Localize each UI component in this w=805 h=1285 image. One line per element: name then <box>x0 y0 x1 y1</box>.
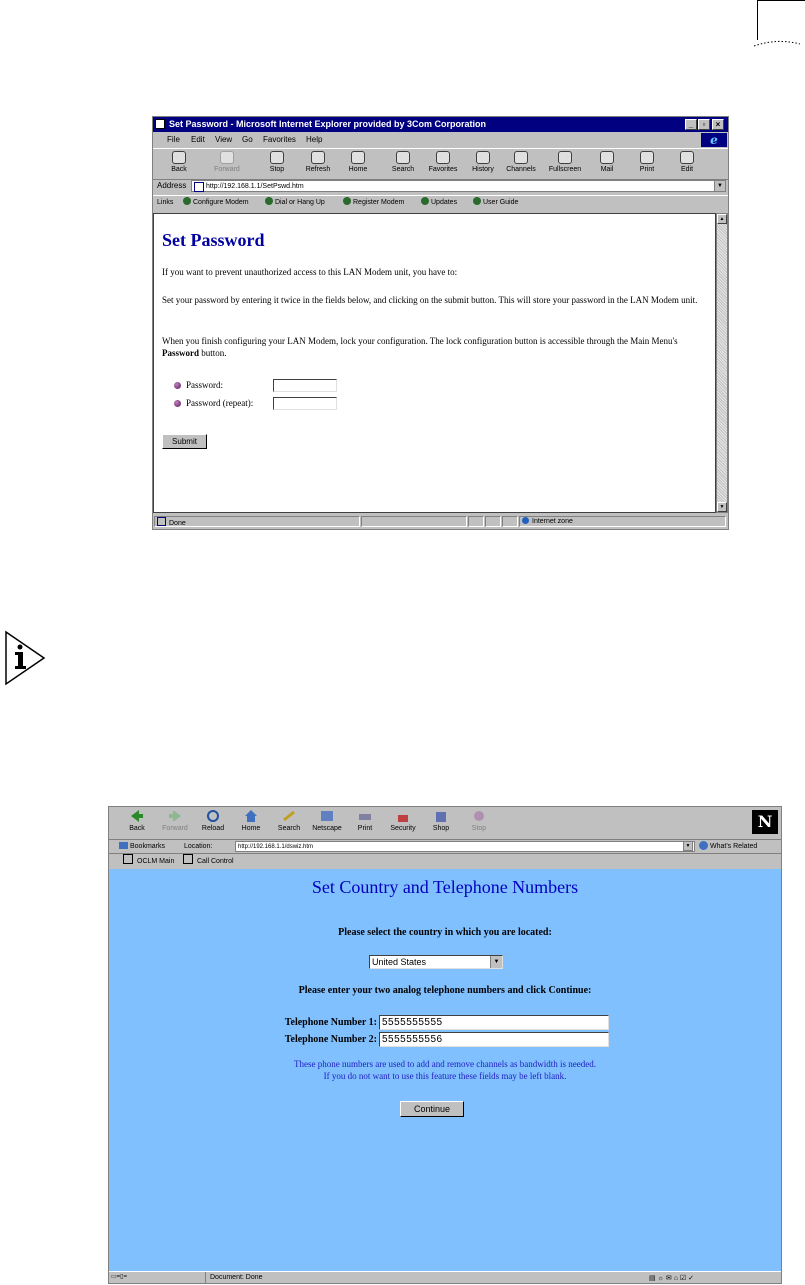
telephone-1-label: Telephone Number 1: <box>284 1017 377 1028</box>
link-page-icon <box>473 197 481 205</box>
home-button[interactable]: Home <box>233 809 269 832</box>
ie-window-icon <box>155 119 165 129</box>
password-input[interactable] <box>273 379 337 392</box>
bookmarks-icon <box>119 842 128 849</box>
globe-icon <box>522 517 529 524</box>
whats-related-icon <box>699 841 708 850</box>
info-note-icon <box>4 630 46 686</box>
back-arrow-icon <box>172 151 186 164</box>
shop-button[interactable]: Shop <box>423 809 459 832</box>
search-button[interactable]: Search <box>383 151 423 173</box>
country-dropdown-icon[interactable]: ▼ <box>490 956 502 968</box>
menu-file[interactable]: File <box>167 135 180 144</box>
vertical-scrollbar[interactable] <box>716 213 728 513</box>
page-corner-horizontal-line <box>757 0 805 1</box>
ie-page-icon <box>157 517 166 526</box>
whats-related-button[interactable]: What's Related <box>699 840 757 853</box>
home-icon <box>243 809 259 823</box>
refresh-button[interactable]: Refresh <box>298 151 338 173</box>
link-page-icon <box>421 197 429 205</box>
bookmark-page-icon <box>123 854 133 864</box>
link-dial-or-hang-up[interactable]: Dial or Hang Up <box>265 196 325 210</box>
personal-link-oclm-main[interactable]: OCLM Main <box>123 854 174 869</box>
favorites-icon <box>436 151 450 164</box>
scroll-down-icon[interactable]: ▼ <box>717 502 727 512</box>
phone-note-line-2: If you do not want to use this feature these fields may be left blank. <box>323 1071 567 1081</box>
lock-config-text: When you finish configuring your LAN Modem, lock your configuration. The lock configuration button is accessible through the Main Menu's Password button. <box>162 336 678 358</box>
telephone-2-input[interactable]: 5555555556 <box>379 1032 609 1047</box>
address-label: Address <box>157 181 187 190</box>
links-bar <box>153 195 728 210</box>
stop-icon <box>270 151 284 164</box>
location-label: Location: <box>184 843 213 850</box>
search-icon <box>281 809 297 823</box>
netscape-status-bar <box>109 1271 781 1284</box>
home-icon <box>351 151 365 164</box>
address-input[interactable]: http://192.168.1.1/SetPswd.htm ▼ <box>191 180 726 192</box>
netscape-toolbar <box>109 807 781 840</box>
back-button[interactable]: Back <box>159 151 199 173</box>
status-text: Document: Done <box>205 1272 650 1283</box>
history-icon <box>476 151 490 164</box>
telephone-1-input[interactable]: 5555555555 <box>379 1015 609 1030</box>
bullet-icon <box>174 400 181 407</box>
password-label: Password: <box>186 380 224 390</box>
forward-arrow-icon <box>220 151 234 164</box>
password-repeat-label: Password (repeat): <box>186 398 254 408</box>
ie-content-area <box>153 213 716 513</box>
forward-button[interactable]: Forward <box>157 809 193 832</box>
edit-button[interactable]: Edit <box>667 151 707 173</box>
status-cell <box>361 516 467 527</box>
continue-button[interactable]: Continue <box>400 1101 464 1117</box>
reload-icon <box>205 809 221 823</box>
telephone-2-label: Telephone Number 2: <box>284 1034 377 1045</box>
menu-favorites[interactable]: Favorites <box>263 135 296 144</box>
mail-icon <box>600 151 614 164</box>
menu-edit[interactable]: Edit <box>191 135 205 144</box>
edit-icon <box>680 151 694 164</box>
ie-browser-window <box>152 116 729 530</box>
ie-menu-bar <box>153 133 728 147</box>
status-done: Done <box>154 516 360 527</box>
country-prompt: Please select the country in which you are located: <box>338 927 552 938</box>
refresh-icon <box>311 151 325 164</box>
fullscreen-icon <box>558 151 572 164</box>
link-configure-modem[interactable]: Configure Modem <box>183 196 249 210</box>
location-dropdown-icon[interactable]: ▼ <box>683 841 693 851</box>
ie-logo-icon: e <box>701 133 727 147</box>
personal-toolbar <box>109 854 781 868</box>
ie-status-bar <box>153 515 728 529</box>
forward-arrow-icon <box>167 809 183 823</box>
country-page-title: Set Country and Telephone Numbers <box>311 877 579 897</box>
link-page-icon <box>343 197 351 205</box>
link-updates[interactable]: Updates <box>421 196 457 210</box>
stop-button[interactable]: Stop <box>257 151 297 173</box>
netscape-content-area <box>109 869 781 1271</box>
search-icon <box>396 151 410 164</box>
netscape-browser-window <box>108 806 782 1284</box>
page-title: Set Password <box>162 230 265 250</box>
print-icon <box>640 151 654 164</box>
personal-link-call-control[interactable]: Call Control <box>183 854 234 869</box>
status-cell <box>468 516 484 527</box>
ie-toolbar <box>153 148 728 180</box>
print-button[interactable]: Print <box>627 151 667 173</box>
country-select[interactable]: United States ▼ <box>369 955 503 969</box>
submit-button[interactable]: Submit <box>162 434 207 449</box>
security-button[interactable]: Security <box>385 809 421 832</box>
status-cell <box>485 516 501 527</box>
instruction-text: Set your password by entering it twice in the fields below, and clicking on the submit button. This will store your password in the LAN Modem unit. <box>162 295 698 305</box>
status-cell <box>502 516 518 527</box>
close-button[interactable]: × <box>712 119 724 130</box>
ie-title-bar <box>153 117 728 132</box>
link-register-modem[interactable]: Register Modem <box>343 196 404 210</box>
back-arrow-icon <box>129 809 145 823</box>
address-dropdown-icon[interactable]: ▼ <box>714 181 725 191</box>
intro-text: If you want to prevent unauthorized access to this LAN Modem unit, you have to: <box>162 267 458 277</box>
link-user-guide[interactable]: User Guide <box>473 196 518 210</box>
phone-note-line-1: These phone numbers are used to add and remove channels as bandwidth is needed. <box>294 1059 596 1069</box>
back-button[interactable]: Back <box>119 809 155 832</box>
stop-icon <box>471 809 487 823</box>
page-icon <box>194 182 204 192</box>
scroll-up-icon[interactable]: ▲ <box>717 214 727 224</box>
connection-icon: ▭=▯= <box>111 1274 127 1280</box>
stop-button[interactable]: Stop <box>461 809 497 832</box>
menu-view[interactable]: View <box>215 135 233 144</box>
ie-window-title: Set Password - Microsoft Internet Explorer provided by 3Com Corporation <box>169 119 487 129</box>
status-zone: Internet zone <box>519 516 726 527</box>
minimize-button[interactable]: _ <box>685 119 697 130</box>
phone-prompt: Please enter your two analog telephone numbers and click Continue: <box>298 985 592 996</box>
address-bar <box>153 179 728 193</box>
page-corner-dotted-curve <box>752 38 802 48</box>
bullet-icon <box>174 382 181 389</box>
netscape-button[interactable]: Netscape <box>309 809 345 832</box>
netscape-logo-icon: N <box>752 810 778 834</box>
reload-button[interactable]: Reload <box>195 809 231 832</box>
favorites-button[interactable]: Favorites <box>423 151 463 173</box>
component-bar-icons[interactable]: ▤ ☼ ✉ ⌂ ☑ ✓ <box>649 1275 694 1282</box>
security-lock-icon <box>395 809 411 823</box>
print-button[interactable]: Print <box>347 809 383 832</box>
search-button[interactable]: Search <box>271 809 307 832</box>
maximize-button[interactable]: ▫ <box>698 119 710 130</box>
links-label: Links <box>157 199 174 206</box>
channels-button[interactable]: Channels <box>501 151 541 173</box>
bookmark-page-icon <box>183 854 193 864</box>
location-bar <box>109 840 781 854</box>
bookmarks-button[interactable]: Bookmarks <box>119 840 165 853</box>
mail-button[interactable]: Mail <box>587 151 627 173</box>
netscape-icon <box>319 809 335 823</box>
menu-go[interactable]: Go <box>242 135 253 144</box>
home-button[interactable]: Home <box>338 151 378 173</box>
fullscreen-button[interactable]: Fullscreen <box>545 151 585 173</box>
channels-icon <box>514 151 528 164</box>
location-input[interactable]: http://192.168.1.1/dswiz.htm <box>235 841 695 852</box>
history-button[interactable]: History <box>463 151 503 173</box>
page-corner-vertical-line <box>757 0 758 40</box>
menu-help[interactable]: Help <box>306 135 323 144</box>
print-icon <box>357 809 373 823</box>
forward-button[interactable]: Forward <box>207 151 247 173</box>
link-page-icon <box>265 197 273 205</box>
password-repeat-input[interactable] <box>273 397 337 410</box>
shop-icon <box>433 809 449 823</box>
link-page-icon <box>183 197 191 205</box>
